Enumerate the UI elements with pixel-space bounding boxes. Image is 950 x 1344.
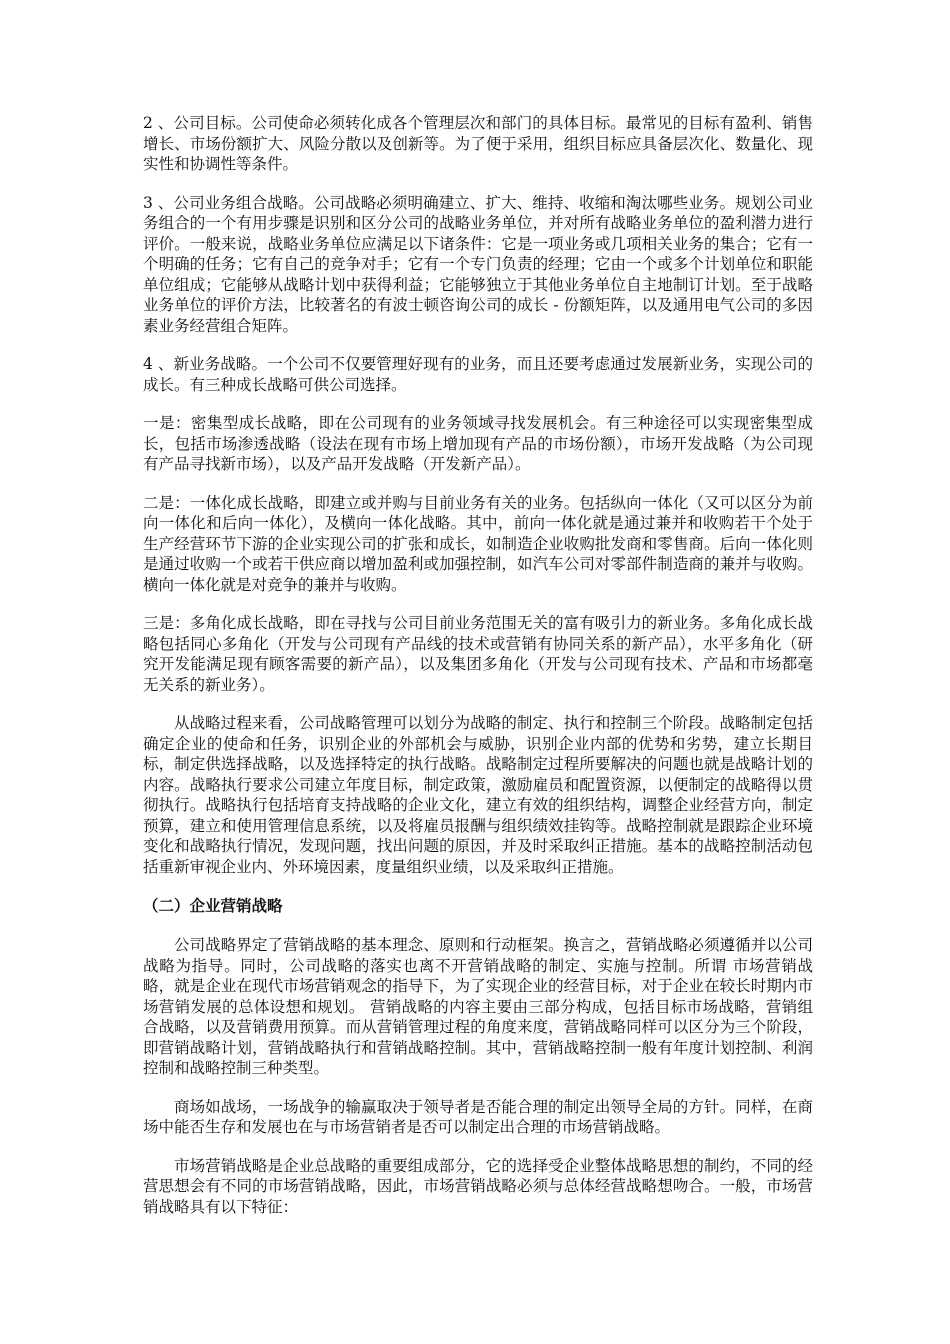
paragraph-new-business: 4 、新业务战略。一个公司不仅要管理好现有的业务，而且还要考虑通过发展新业务，实现公司的成长。有三种成长战略可供公司选择。 bbox=[143, 355, 813, 394]
paragraph-market-battlefield: 商场如战场，一场战争的输赢取决于领导者是否能合理的制定出领导全局的方针。同样，在商场中能否生存和发展也在与市场营销者是否可以制定出合理的市场营销战略。 bbox=[143, 1097, 813, 1136]
section-heading: （二）企业营销战略 bbox=[143, 897, 283, 915]
paragraph-integrative-growth: 二是：一体化成长战略，即建立或并购与目前业务有关的业务。包括纵向一体化（又可以区分为前向一体化和后向一体化），及横向一体化战略。其中，前向一体化就是通过兼并和收购若干个处于生产经营环节下游的企业实现公司的扩张和成长，如制造企业收购批发商和零售商。后向一体化则是通过收购一个或若干供应商以增加盈利或加强控制，如汽车公司对零部件制造商的兼并与收购。横向一体化就是对竞争的兼并与收购。 bbox=[143, 493, 813, 594]
document-body bbox=[143, 113, 813, 1235]
paragraph-marketing-strategy-definition: 公司战略界定了营销战略的基本理念、原则和行动框架。换言之，营销战略必须遵循并以公司战略为指导。同时，公司战略的落实也离不开营销战略的制定、实施与控制。所谓 市场营销战略，就是企业在现代市场营销观念的指导下，为了实现企业的经营目标，对于企业在较长时期内市场营销发展的总体设想和规划。 营销战略的内容主要由三部分构成，包括目标市场战略，营销组合战略，以及营销费用预算。而从营销管理过程的角度来度，营销战略同样可以区分为三个阶段，即营销战略计划，营销战略执行和营销战略控制。其中，营销战略控制一般有年度计划控制、利润控制和战略控制三种类型。 bbox=[143, 936, 813, 1077]
paragraph-strategy-process: 从战略过程来看，公司战略管理可以划分为战略的制定、执行和控制三个阶段。战略制定包括确定企业的使命和任务，识别企业的外部机会与威胁，识别企业内部的优势和劣势，建立长期目标，制定供选择战略，以及选择特定的执行战略。战略制定过程所要解决的问题也就是战略计划的内容。战略执行要求公司建立年度目标，制定政策，激励雇员和配置资源，以便制定的战略得以贯彻执行。战略执行包括培育支持战略的企业文化，建立有效的组织结构，调整企业经营方向，制定预算，建立和使用管理信息系统，以及将雇员报酬与组织绩效挂钩等。战略控制就是跟踪企业环境变化和战略执行情况，发现问题，找出问题的原因，并及时采取纠正措施。基本的战略控制活动包括重新审视企业内、外环境因素，度量组织业绩，以及采取纠正措施。 bbox=[143, 714, 813, 876]
paragraph-intensive-growth: 一是：密集型成长战略，即在公司现有的业务领域寻找发展机会。有三种途径可以实现密集型成长，包括市场渗透战略（设法在现有市场上增加现有产品的市场份额），市场开发战略（为公司现有产品寻找新市场），以及产品开发战略（开发新产品）。 bbox=[143, 414, 813, 473]
paragraph-marketing-strategy-features: 市场营销战略是企业总战略的重要组成部分，它的选择受企业整体战略思想的制约，不同的经营思想会有不同的市场营销战略，因此，市场营销战略必须与总体经营战略想吻合。一般，市场营销战略具有以下特征： bbox=[143, 1156, 813, 1216]
paragraph-business-portfolio: 3 、公司业务组合战略。公司战略必须明确建立、扩大、维持、收缩和淘汰哪些业务。规划公司业务组合的一个有用步骤是识别和区分公司的战略业务单位，并对所有战略业务单位的盈利潜力进行评价。一般来说，战略业务单位应满足以下诸条件：它是一项业务或几项相关业务的集合；它有一个明确的任务；它有自己的竞争对手；它有一个专门负责的经理；它由一个或多个计划单位和职能单位组成；它能够从战略计划中获得利益；它能够独立于其他业务单位自主地制订计划。至于战略业务单位的评价方法，比较著名的有波士顿咨询公司的成长 - 份额矩阵，以及通用电气公司的多因素业务经营组合矩阵。 bbox=[143, 193, 813, 335]
paragraph-company-goals: 2 、公司目标。公司使命必须转化成各个管理层次和部门的具体目标。最常见的目标有盈利、销售增长、市场份额扩大、风险分散以及创新等。为了便于采用，组织目标应具备层次化、数量化、现实性和协调性等条件。 bbox=[143, 114, 813, 173]
paragraph-diversification-growth: 三是：多角化成长战略，即在寻找与公司目前业务范围无关的富有吸引力的新业务。多角化成长战略包括同心多角化（开发与公司现有产品线的技术或营销有协同关系的新产品），水平多角化（研究开发能满足现有顾客需要的新产品），以及集团多角化（开发与公司现有技术、产品和市场都毫无关系的新业务）。 bbox=[143, 614, 813, 694]
